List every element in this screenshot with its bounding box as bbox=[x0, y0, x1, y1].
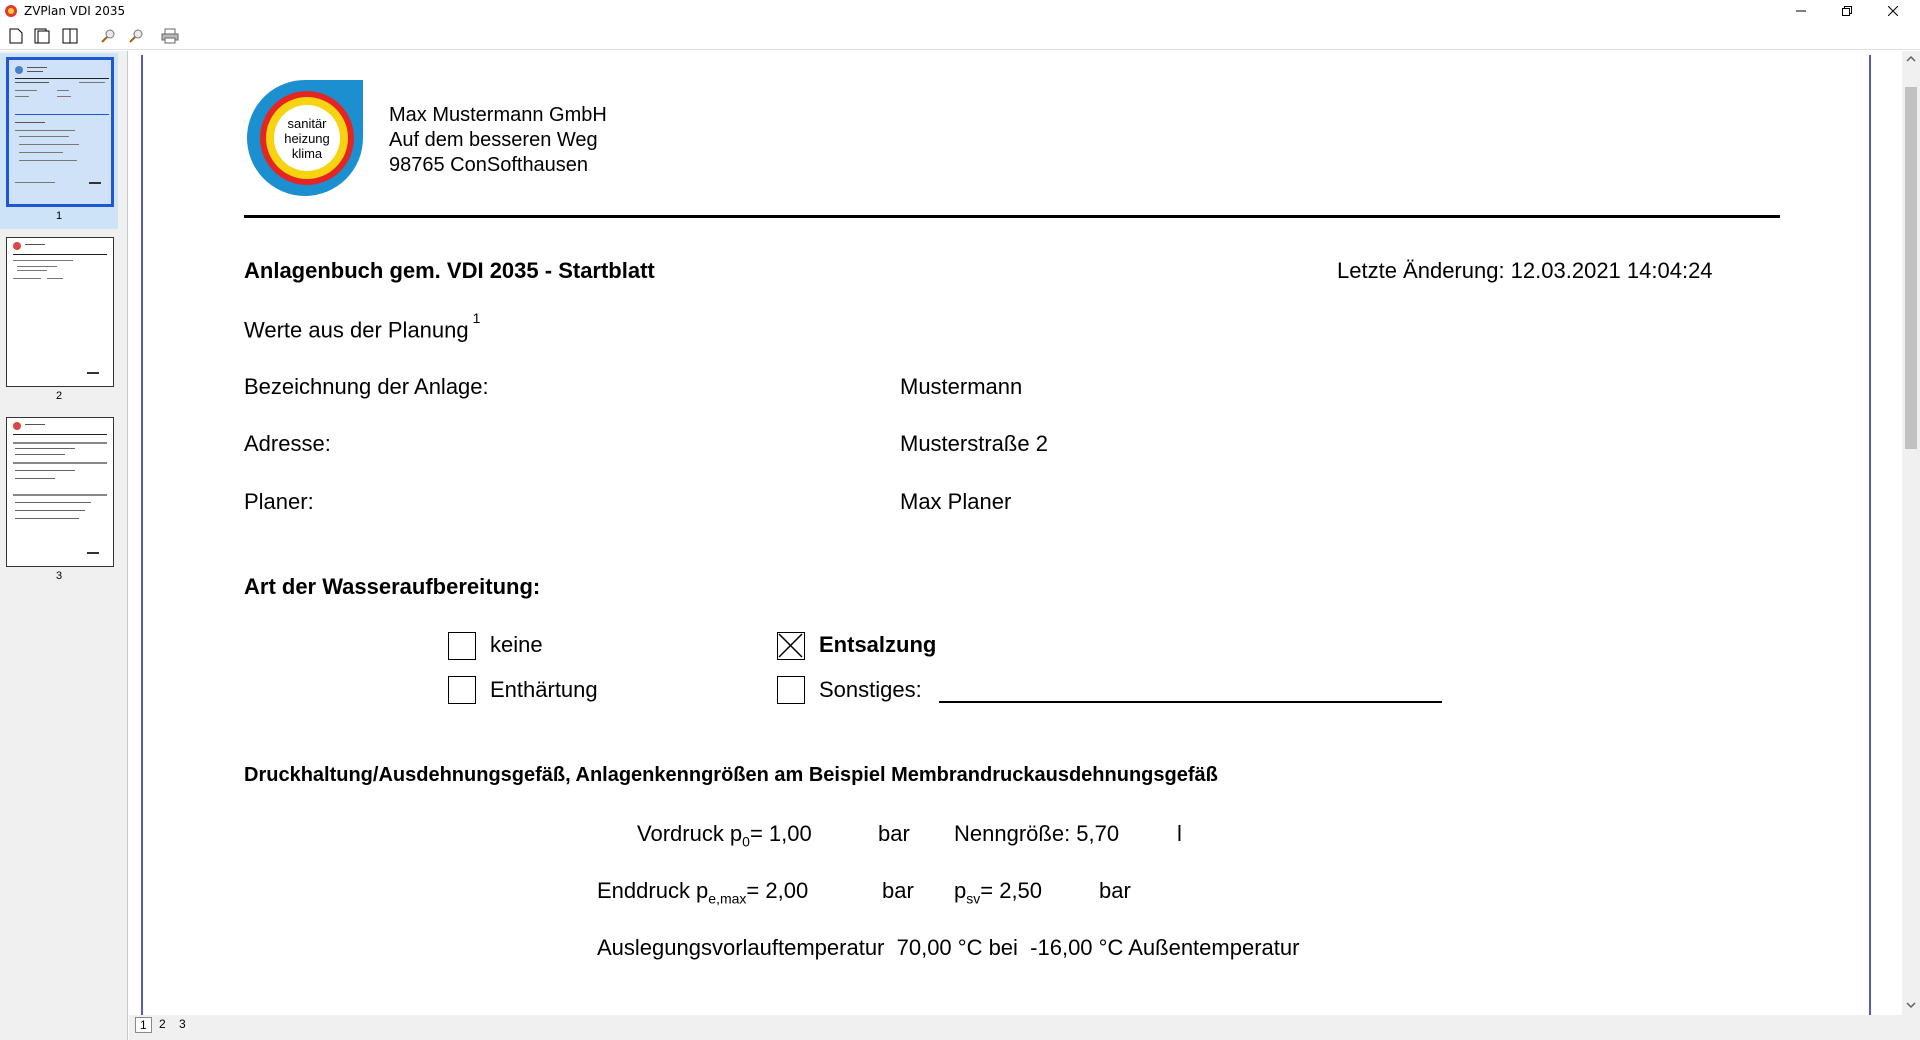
thumbnail-label: 3 bbox=[55, 570, 63, 582]
thumbnail-image bbox=[6, 57, 114, 207]
page-tab-3[interactable]: 3 bbox=[179, 1017, 186, 1031]
company-street: Auf dem besseren Weg bbox=[389, 129, 598, 151]
title-bar bbox=[0, 0, 1920, 22]
checkbox-entsalzung bbox=[777, 632, 805, 660]
scroll-down-arrow-icon[interactable] bbox=[1906, 1001, 1916, 1009]
logo-text-line3: klima bbox=[291, 146, 323, 161]
vordruck-subscript: 0 bbox=[742, 833, 750, 850]
nenngroesse-label: Nenngröße: 5,70 bbox=[954, 821, 1120, 846]
window-title: ZVPlan VDI 2035 bbox=[24, 4, 126, 18]
last-change: Letzte Änderung: 12.03.2021 14:04:24 bbox=[1337, 258, 1713, 283]
enddruck-line bbox=[597, 878, 808, 906]
field-value: Max Planer bbox=[900, 489, 1012, 514]
enddruck-subscript: e,max bbox=[708, 890, 747, 907]
company-city: 98765 ConSofthausen bbox=[389, 154, 589, 176]
field-label: Planer: bbox=[244, 489, 314, 514]
two-pages-button[interactable] bbox=[32, 26, 52, 46]
enddruck-value: = 2,00 bbox=[746, 878, 809, 903]
vordruck-value: = 1,00 bbox=[749, 821, 812, 846]
scroll-up-arrow-icon[interactable] bbox=[1906, 55, 1916, 63]
psv-value: = 2,50 bbox=[980, 878, 1043, 903]
footnote-mark: 1 bbox=[472, 310, 481, 326]
page-icon bbox=[9, 28, 23, 44]
field-value: Musterstraße 2 bbox=[900, 431, 1048, 456]
document-heading: Anlagenbuch gem. VDI 2035 - Startblatt bbox=[244, 258, 655, 283]
nenngroesse-unit: l bbox=[1177, 821, 1182, 846]
option-label: keine bbox=[490, 632, 543, 657]
water-treatment-title: Art der Wasseraufbereitung: bbox=[244, 574, 541, 599]
checkbox-keine bbox=[448, 632, 476, 660]
print-icon bbox=[161, 28, 179, 44]
option-label: Enthärtung bbox=[490, 677, 598, 702]
vertical-scrollbar[interactable] bbox=[1902, 51, 1920, 1015]
facing-pages-icon bbox=[62, 28, 78, 44]
option-label: Entsalzung bbox=[819, 632, 937, 657]
thumbnail-page-2[interactable] bbox=[0, 233, 118, 409]
temperature-line: Auslegungsvorlauftemperatur 70,00 °C bei -16,00 °C Außentemperatur bbox=[597, 935, 1300, 960]
field-label: Bezeichnung der Anlage: bbox=[244, 374, 489, 399]
minimize-button[interactable] bbox=[1778, 0, 1824, 22]
toolbar bbox=[0, 22, 1920, 50]
planning-subheading bbox=[244, 310, 481, 343]
company-address bbox=[389, 103, 607, 178]
close-button[interactable] bbox=[1870, 0, 1916, 22]
checkbox-enthaertung bbox=[448, 676, 476, 704]
single-page-button[interactable] bbox=[6, 26, 26, 46]
company-logo bbox=[247, 78, 367, 198]
psv-subscript: sv bbox=[966, 890, 981, 907]
field-label: Adresse: bbox=[244, 431, 331, 456]
enddruck-unit: bar bbox=[882, 878, 914, 903]
thumbnail-label: 2 bbox=[55, 390, 63, 402]
logo-text-line2: heizung bbox=[284, 131, 330, 146]
zoom-out-icon bbox=[128, 28, 144, 44]
psv-unit: bar bbox=[1099, 878, 1131, 903]
page-tab-2[interactable]: 2 bbox=[159, 1017, 166, 1031]
thumbnail-sidebar bbox=[0, 51, 128, 1040]
page-border-right bbox=[1869, 55, 1871, 1015]
restore-button[interactable] bbox=[1824, 0, 1870, 22]
scrollbar-thumb[interactable] bbox=[1905, 87, 1917, 449]
logo-text-line1: sanitär bbox=[287, 116, 327, 131]
two-pages-icon bbox=[34, 28, 50, 44]
planning-subheading-text: Werte aus der Planung bbox=[244, 317, 469, 343]
document-viewer[interactable] bbox=[129, 51, 1920, 1015]
thumbnail-page-1[interactable] bbox=[0, 53, 118, 229]
psv-label: p bbox=[954, 878, 967, 903]
vordruck-line bbox=[637, 821, 812, 849]
field-value: Mustermann bbox=[900, 374, 1023, 399]
enddruck-label: Enddruck p bbox=[597, 878, 709, 903]
psv-line bbox=[954, 878, 1042, 906]
vordruck-label: Vordruck p bbox=[637, 821, 743, 846]
zoom-out-button[interactable] bbox=[126, 26, 146, 46]
app-icon bbox=[4, 4, 18, 18]
thumbnail-image bbox=[6, 417, 114, 567]
thumbnail-page-3[interactable] bbox=[0, 413, 118, 589]
sonstiges-line bbox=[939, 701, 1442, 703]
checkbox-sonstiges bbox=[777, 676, 805, 704]
header-rule bbox=[244, 215, 1780, 218]
vordruck-unit: bar bbox=[878, 821, 910, 846]
page-tab-bar bbox=[129, 1015, 1920, 1040]
option-label: Sonstiges: bbox=[819, 677, 922, 702]
page-tab-1[interactable]: 1 bbox=[135, 1017, 152, 1033]
company-name: Max Mustermann GmbH bbox=[389, 104, 607, 126]
facing-pages-button[interactable] bbox=[60, 26, 80, 46]
print-button[interactable] bbox=[160, 26, 180, 46]
zoom-in-icon bbox=[100, 28, 116, 44]
page-border-left bbox=[141, 55, 143, 1015]
pressure-title: Druckhaltung/Ausdehnungsgefäß, Anlagenkenngrößen am Beispiel Membrandruckausdehnungsgefäß bbox=[244, 764, 1218, 786]
thumbnail-image bbox=[6, 237, 114, 387]
thumbnail-label: 1 bbox=[55, 210, 63, 222]
zoom-in-button[interactable] bbox=[98, 26, 118, 46]
